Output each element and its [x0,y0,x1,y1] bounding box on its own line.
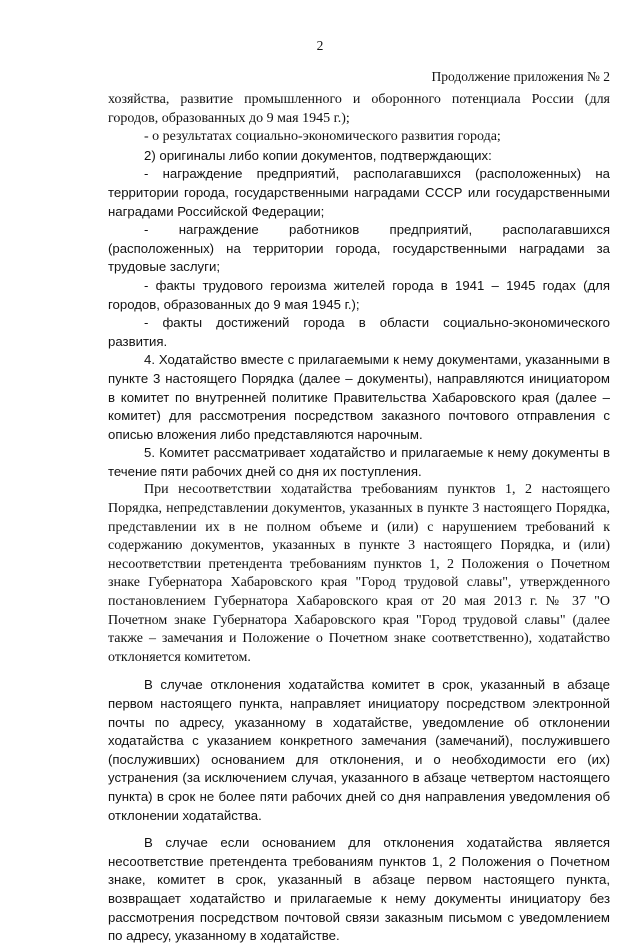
paragraph-section-4: 4. Ходатайство вместе с прилагаемыми к нему документами, указанными в пункте 3 настоящего Порядка (далее – документы), направляются инициатором в комитет по внутренней политике Правительства Хабаровского края (далее – комитет) для рассмотрения посредством заказного почтового отправления с описью вложения либо представляются нарочным. [108,352,610,442]
paragraph-enterprise-awards: - награждение предприятий, располагавшихся (расположенных) на территории города, государственными наградами СССР или государственными наградами Российской Федерации; [108,166,610,219]
appendix-continuation-label: Продолжение приложения № 2 [431,69,610,84]
paragraph-nonconformity: При несоответствии ходатайства требованиям пунктов 1, 2 настоящего Порядка, непредставлении документов, указанных в пункте 3 настоящего Порядка, представлении их в не полном объеме и (или) с нарушением требований к содержанию документов, указанных в пункте 3 настоящего Порядка, и (или) несоответствии претендента требованиям пунктов 1, 2 Положения о Почетном знаке Губернатора Хабаровского края "Город трудовой славы", утвержденного постановлением Губернатора Хабаровского края от 20 мая 2013 г. № 37 "О Почетном знаке Губернатора Хабаровского края "Город трудовой славы" (далее также – замечания и Положение о Почетном знаке соответственно), ходатайство отклоняется комитетом. [108,482,610,665]
paragraph-economy-continuation: хозяйства, развитие промышленного и оборонного потенциала России (для городов, образованных до 9 мая 1945 г.); [108,92,610,126]
paragraph-worker-awards: - награждение работников предприятий, располагавшихся (расположенных) на территории города, государственными наградами за трудовые заслуги; [108,222,610,275]
paragraph-development-results: - о результатах социально-экономического развития города; [144,129,501,145]
paragraph-return-petition: В случае если основанием для отклонения ходатайства является несоответствие претендента требованиям пунктов 1, 2 Положения о Почетном знаке, комитет в срок, указанный в абзаце первом настоящего пункта, возвращает ходатайство и прилагаемые к нему документы инициатору без рассмотрения посредством почтовой связи заказным письмом с уведомлением по адресу, указанному в ходатайстве. [108,835,610,944]
paragraph-rejection-notice: В случае отклонения ходатайства комитет в срок, указанный в абзаце первом настоящего пункта, направляет инициатору посредством электронной почты по адресу, указанному в ходатайстве, уведомление об отклонении ходатайства с указанием конкретного замечания (замечаний), послужившего (послуживших) основанием для отклонения, и о необходимости его (их) устранения (за исключением случая, указанного в абзаце четвертом настоящего пункта) в срок не более пяти рабочих дней со дня направления уведомления об отклонении ходатайства. [108,677,610,823]
paragraph-labor-heroism: - факты трудового героизма жителей города в 1941 – 1945 годах (для городов, образованных до 9 мая 1945 г.); [108,277,610,312]
paragraph-achievements: - факты достижений города в области социально-экономического развития. [108,315,610,349]
paragraph-documents-list: 2) оригиналы либо копии документов, подтверждающих: [144,147,492,163]
document-body [108,91,610,946]
paragraph-section-5: 5. Комитет рассматривает ходатайство и прилагаемые к нему документы в течение пяти рабочих дней со дня их поступления. [108,445,610,479]
page-number: 2 [316,38,324,53]
